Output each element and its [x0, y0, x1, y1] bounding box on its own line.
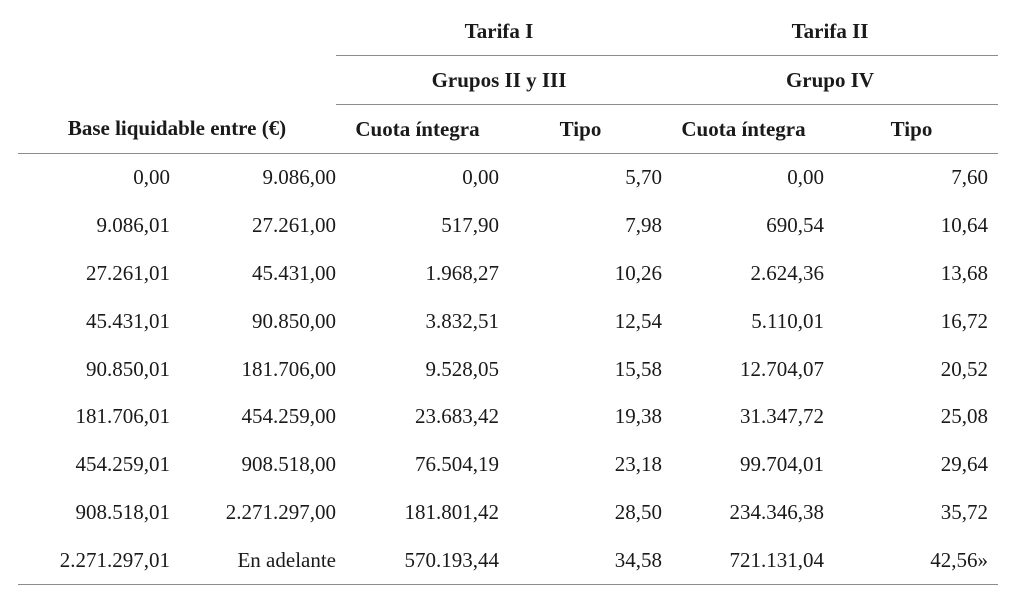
- cuota-2-cell: 31.347,72: [740, 404, 824, 429]
- tipo-2-cell: 29,64: [940, 452, 989, 477]
- base-from-cell: 454.259,01: [75, 452, 170, 477]
- tipo-1-cell: 34,58: [499, 536, 662, 584]
- cuota-2-cell: 690,54: [766, 213, 824, 238]
- base-to-cell: 454.259,00: [241, 404, 336, 429]
- tipo-1-cell: 15,58: [614, 356, 662, 381]
- cuota-1-cell: 0,00: [462, 165, 499, 190]
- base-to-cell: 181.706,00: [241, 356, 336, 381]
- base-from-cell: 0,00: [133, 165, 170, 190]
- tipo-2-cell: 35,72: [940, 499, 989, 524]
- base-to-cell: 908.518,00: [241, 452, 336, 477]
- table-body: [18, 154, 998, 585]
- cuota-2-cell: 234.346,38: [729, 499, 824, 524]
- tipo-1-cell: 5,70: [625, 165, 662, 190]
- table-row: [18, 154, 998, 202]
- cuota-2-cell: 721.131,04: [662, 536, 825, 584]
- cuota-1-cell: 1.968,27: [425, 260, 499, 285]
- cuota-1-cell: 76.504,19: [415, 452, 499, 477]
- header-cuota-integra-1: Cuota íntegra: [336, 105, 499, 154]
- base-from-cell: 2.271.297,01: [18, 536, 172, 584]
- header-tipo-1: Tipo: [499, 105, 662, 154]
- base-from-cell: 90.850,01: [86, 356, 170, 381]
- base-to-cell: 27.261,00: [252, 213, 336, 238]
- tipo-2-cell: 7,60: [951, 165, 989, 190]
- base-from-cell: 27.261,01: [86, 260, 170, 285]
- base-from-cell: 9.086,01: [96, 213, 170, 238]
- base-to-cell: 90.850,00: [252, 308, 336, 333]
- tipo-2-cell: 20,52: [940, 356, 989, 381]
- tipo-2-cell: 13,68: [940, 260, 989, 285]
- cuota-1-cell: 517,90: [441, 213, 499, 238]
- header-tarifa-2: Tarifa II: [662, 8, 998, 56]
- table-row: [18, 345, 998, 393]
- tipo-1-cell: 19,38: [614, 404, 662, 429]
- cuota-2-cell: 99.704,01: [740, 452, 824, 477]
- base-from-cell: 181.706,01: [75, 404, 170, 429]
- tipo-2-cell: 16,72: [940, 308, 989, 333]
- header-empty-cell: [18, 8, 336, 56]
- header-empty-cell: [18, 56, 336, 105]
- tariff-table: [18, 8, 998, 585]
- base-to-cell: 2.271.297,00: [225, 499, 336, 524]
- cuota-2-cell: 12.704,07: [740, 356, 824, 381]
- tipo-1-cell: 10,26: [614, 260, 662, 285]
- cuota-1-cell: 570.193,44: [336, 536, 499, 584]
- cuota-2-cell: 2.624,36: [750, 260, 824, 285]
- header-tarifa-1: Tarifa I: [336, 8, 662, 56]
- header-cuota-integra-2: Cuota íntegra: [662, 105, 825, 154]
- cuota-2-cell: 0,00: [787, 165, 824, 190]
- header-row-columns: [18, 105, 998, 154]
- cuota-1-cell: 181.801,42: [404, 499, 499, 524]
- cuota-1-cell: 23.683,42: [415, 404, 499, 429]
- base-to-cell: 9.086,00: [262, 165, 336, 190]
- table-row: [18, 489, 998, 537]
- header-base-liquidable: Base liquidable entre (€): [18, 105, 336, 154]
- header-grupo-2: Grupo IV: [662, 56, 998, 105]
- tipo-1-cell: 12,54: [614, 308, 662, 333]
- base-to-cell: En adelante: [172, 536, 336, 584]
- tipo-2-cell: 10,64: [940, 213, 989, 238]
- tariff-table-container: [18, 8, 998, 585]
- table-row: [18, 250, 998, 298]
- base-to-cell: 45.431,00: [252, 260, 336, 285]
- base-from-cell: 45.431,01: [86, 308, 170, 333]
- tipo-2-cell: 42,56»: [825, 536, 998, 584]
- table-row: [18, 536, 998, 584]
- cuota-2-cell: 5.110,01: [751, 308, 824, 333]
- table-row: [18, 393, 998, 441]
- header-row-grupos: [18, 56, 998, 105]
- tipo-1-cell: 23,18: [614, 452, 662, 477]
- cuota-1-cell: 3.832,51: [425, 308, 499, 333]
- tipo-1-cell: 28,50: [614, 499, 662, 524]
- base-from-cell: 908.518,01: [75, 499, 170, 524]
- header-grupo-1: Grupos II y III: [336, 56, 662, 105]
- table-row: [18, 297, 998, 345]
- tipo-2-cell: 25,08: [940, 404, 989, 429]
- header-tipo-2: Tipo: [825, 105, 998, 154]
- table-row: [18, 202, 998, 250]
- cuota-1-cell: 9.528,05: [425, 356, 499, 381]
- tipo-1-cell: 7,98: [625, 213, 662, 238]
- header-row-tarifas: [18, 8, 998, 56]
- table-row: [18, 441, 998, 489]
- table-header: [18, 8, 998, 154]
